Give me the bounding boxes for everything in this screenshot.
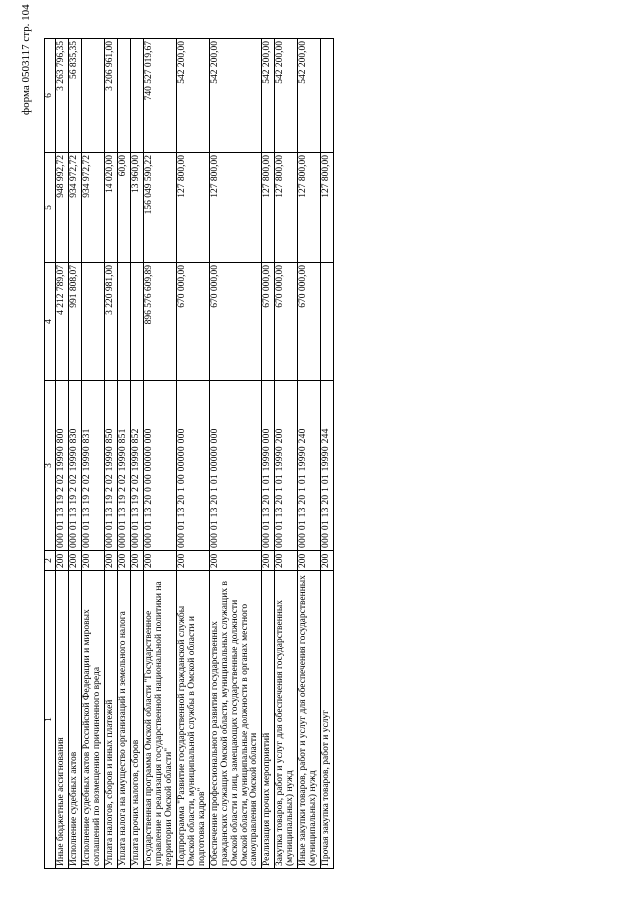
row-budget-code: 000 01 13 20 1 01 19990 200 [275,381,298,551]
row-col6: 542 200,00 [176,39,209,153]
row-col4 [130,263,143,381]
row-line-code: 200 [275,551,298,571]
row-col4: 670 000,00 [176,263,209,381]
row-line-code: 200 [130,551,143,571]
row-name: Реализация прочих мероприятий [262,571,275,869]
row-budget-code: 000 01 13 20 0 00 00000 000 [143,381,176,551]
header-cell: 1 [45,571,56,869]
row-col5: 934 972,72 [81,153,104,263]
row-name: Уплата налога на имущество организаций и земельного налога [117,571,130,869]
row-name: Уплата прочих налогов, сборов [130,571,143,869]
row-col6: 542 200,00 [298,39,321,153]
row-col5: 127 800,00 [176,153,209,263]
row-col4: 896 576 609,89 [143,263,176,381]
table-row [209,39,262,869]
row-budget-code: 000 01 13 19 2 02 19990 851 [117,381,130,551]
table-row [56,39,69,869]
table-row [104,39,117,869]
table-row [176,39,209,869]
row-col6: 542 200,00 [209,39,262,153]
row-name: Прочая закупка товаров, работ и услуг [321,571,334,869]
row-name: Подпрограмма "Развитие государственной гражданской службы Омской области, муниципальной службы в Омской области и подготовка кадров" [176,571,209,869]
row-line-code: 200 [262,551,275,571]
row-budget-code: 000 01 13 19 2 02 19990 850 [104,381,117,551]
row-line-code: 200 [81,551,104,571]
budget-table [44,38,334,869]
row-col5: 156 049 590,22 [143,153,176,263]
table-row [68,39,81,869]
row-line-code: 200 [298,551,321,571]
row-budget-code: 000 01 13 20 1 01 19990 240 [298,381,321,551]
row-budget-code: 000 01 13 19 2 02 19990 831 [81,381,104,551]
table-row [298,39,321,869]
table-row [143,39,176,869]
header-cell: 5 [45,153,56,263]
row-col6: 542 200,00 [262,39,275,153]
row-budget-code: 000 01 13 19 2 02 19990 800 [56,381,69,551]
row-col4 [81,263,104,381]
row-line-code: 200 [68,551,81,571]
row-col5: 127 800,00 [321,153,334,263]
row-line-code: 200 [117,551,130,571]
row-col5: 127 800,00 [275,153,298,263]
row-col5: 14 020,00 [104,153,117,263]
table-row [275,39,298,869]
row-line-code: 200 [56,551,69,571]
header-row [45,39,56,869]
row-col6: 3 206 961,00 [104,39,117,153]
row-col4: 670 000,00 [262,263,275,381]
header-cell: 2 [45,551,56,571]
row-col5: 127 800,00 [209,153,262,263]
row-col4: 670 000,00 [275,263,298,381]
row-col4 [117,263,130,381]
row-line-code: 200 [321,551,334,571]
row-name: Уплата налогов, сборов и иных платежей [104,571,117,869]
row-budget-code: 000 01 13 19 2 02 19990 830 [68,381,81,551]
table-row [81,39,104,869]
table-row [262,39,275,869]
header-cell: 6 [45,39,56,153]
row-col6: 542 200,00 [275,39,298,153]
row-name: Иные бюджетные ассигнования [56,571,69,869]
row-col5: 127 800,00 [262,153,275,263]
row-col6: 3 263 796,35 [56,39,69,153]
row-name: Государственная программа Омской области "Государственное управление и реализация государственной национальной политики на территории Омской области" [143,571,176,869]
table-row [130,39,143,869]
row-budget-code: 000 01 13 19 2 02 19990 852 [130,381,143,551]
row-budget-code: 000 01 13 20 1 00 00000 000 [176,381,209,551]
row-name: Обеспечение профессионального развития государственных гражданских служащих Омской области, муниципальных служащих в Омской области и лиц, замещающих государственные должности Омской области, муниципальные должности в органах местного самоуправления Омской области [209,571,262,869]
row-col4: 670 000,00 [298,263,321,381]
table-row [321,39,334,869]
row-col5: 13 960,00 [130,153,143,263]
row-col6 [81,39,104,153]
row-col6 [117,39,130,153]
header-cell: 3 [45,381,56,551]
row-col5: 948 992,72 [56,153,69,263]
row-col6: 56 835,35 [68,39,81,153]
header-cell: 4 [45,263,56,381]
row-col4: 3 220 981,00 [104,263,117,381]
row-col4: 670 000,00 [209,263,262,381]
row-col5: 127 800,00 [298,153,321,263]
row-name: Иные закупки товаров, работ и услуг для обеспечения государственных (муниципальных) нужд [298,571,321,869]
row-budget-code: 000 01 13 20 1 01 19990 244 [321,381,334,551]
row-col4 [321,263,334,381]
row-line-code: 200 [143,551,176,571]
row-name: Исполнение судебных актов [68,571,81,869]
row-col6: 740 527 019,67 [143,39,176,153]
row-line-code: 200 [104,551,117,571]
row-col6 [321,39,334,153]
row-col5: 934 972,72 [68,153,81,263]
row-col4: 991 808,07 [68,263,81,381]
row-line-code: 200 [176,551,209,571]
form-label: форма 0503117 стр. 104 [20,4,32,115]
table-row [117,39,130,869]
row-col5: 60,00 [117,153,130,263]
row-col6 [130,39,143,153]
row-name: Исполнение судебных актов Российской Федерации и мировых соглашений по возмещению причиненного вреда [81,571,104,869]
row-budget-code: 000 01 13 20 1 01 19990 000 [262,381,275,551]
row-line-code: 200 [209,551,262,571]
row-budget-code: 000 01 13 20 1 01 00000 000 [209,381,262,551]
row-name: Закупка товаров, работ и услуг для обеспечения государственных (муниципальных) нужд [275,571,298,869]
row-col4: 4 212 789,07 [56,263,69,381]
